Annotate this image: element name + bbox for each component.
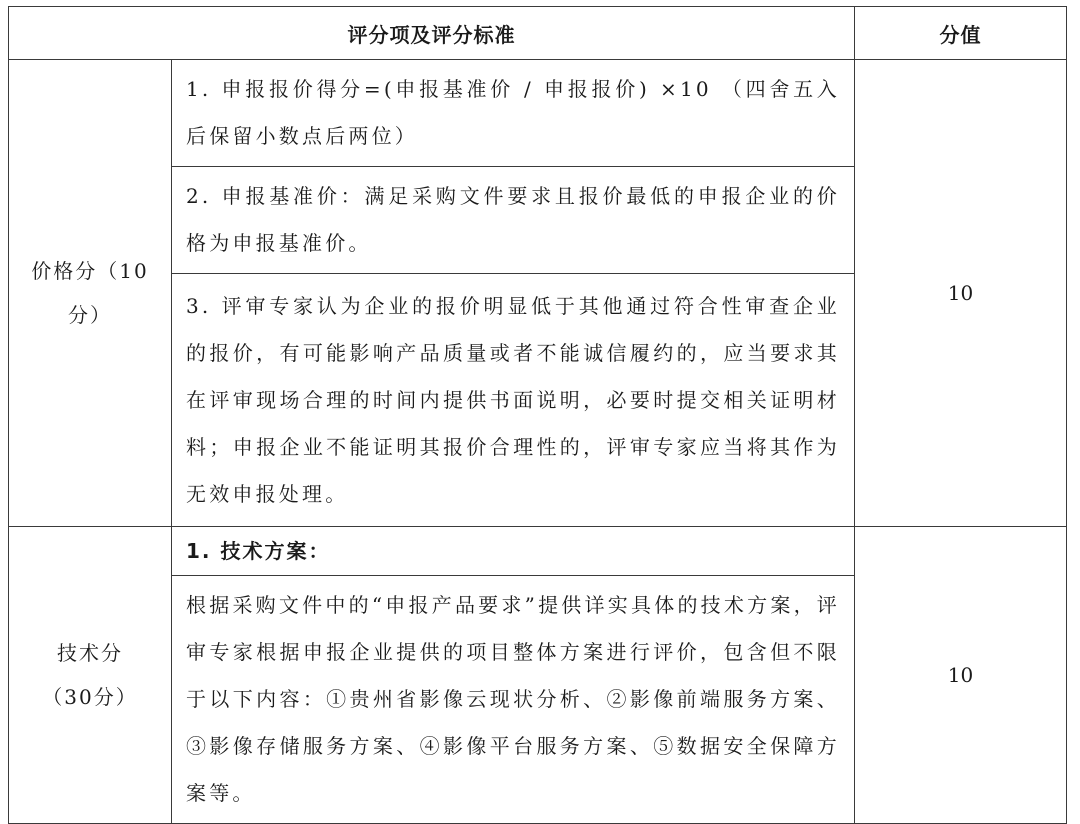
tech-criterion-title: 1. 技术方案： bbox=[172, 527, 855, 576]
price-criterion-3: 3. 评审专家认为企业的报价明显低于其他通过符合性审查企业的报价，有可能影响产品质量或者不能诚信履约的，应当要求其在评审现场合理的时间内提供书面说明，必要时提交相关证明材料；申报企业不能证明其报价合理性的，评审专家应当将其作为无效申报处理。 bbox=[172, 274, 855, 527]
price-criterion-1: 1. 申报报价得分=(申报基准价 / 申报报价) ×10 （四舍五入后保留小数点后两位） bbox=[172, 60, 855, 167]
price-score: 10 bbox=[855, 60, 1067, 527]
score-header: 分值 bbox=[855, 7, 1067, 60]
price-row-1 bbox=[9, 60, 1067, 167]
scoring-table bbox=[8, 6, 1067, 824]
tech-category-line2: （30分） bbox=[42, 685, 138, 709]
tech-row-1 bbox=[9, 527, 1067, 576]
tech-category-cell bbox=[9, 527, 172, 824]
price-category-line1: 价格分（10 bbox=[31, 259, 149, 283]
tech-category-line1: 技术分 bbox=[57, 641, 123, 665]
tech-score: 10 bbox=[855, 527, 1067, 824]
tech-criterion-body: 根据采购文件中的“申报产品要求”提供详实具体的技术方案，评审专家根据申报企业提供的项目整体方案进行评价，包含但不限于以下内容：①贵州省影像云现状分析、②影像前端服务方案、③影像存储服务方案、④影像平台服务方案、⑤数据安全保障方案等。 bbox=[172, 576, 855, 824]
price-category-line2: 分） bbox=[68, 303, 112, 327]
price-category-cell bbox=[9, 60, 172, 527]
header-row bbox=[9, 7, 1067, 60]
price-criterion-2: 2. 申报基准价：满足采购文件要求且报价最低的申报企业的价格为申报基准价。 bbox=[172, 167, 855, 274]
criteria-header: 评分项及评分标准 bbox=[9, 7, 855, 60]
